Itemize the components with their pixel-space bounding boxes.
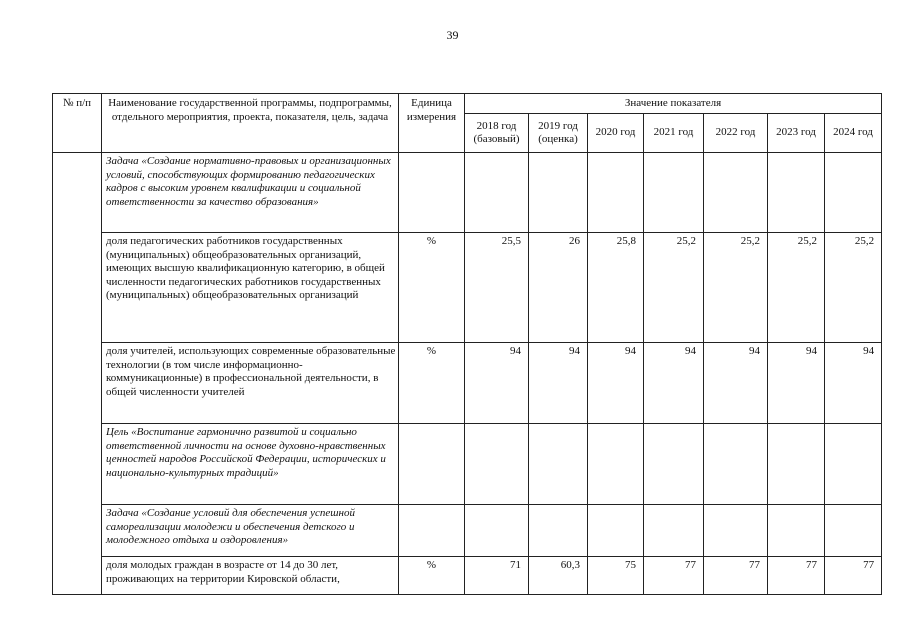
row-value xyxy=(825,153,882,233)
header-year: 2023 год xyxy=(768,114,825,153)
row-value xyxy=(644,505,704,557)
row-value xyxy=(768,153,825,233)
row-value: 71 xyxy=(465,557,529,595)
row-name: доля учителей, использующих современные образовательные технологии (в том числе информационно-коммуникационные) в профессиональной деятельности, в общей численности учителей xyxy=(102,343,399,424)
row-value: 94 xyxy=(644,343,704,424)
row-value: 94 xyxy=(529,343,588,424)
row-unit: % xyxy=(399,343,465,424)
row-value: 94 xyxy=(704,343,768,424)
table-row xyxy=(53,505,882,557)
row-value xyxy=(704,153,768,233)
row-value: 25,2 xyxy=(704,233,768,343)
row-value: 94 xyxy=(465,343,529,424)
row-value xyxy=(825,505,882,557)
row-value xyxy=(768,505,825,557)
row-number-cell xyxy=(53,153,102,595)
row-unit: % xyxy=(399,557,465,595)
row-value: 25,2 xyxy=(768,233,825,343)
header-num: № п/п xyxy=(53,94,102,153)
row-unit: % xyxy=(399,233,465,343)
header-year: 2021 год xyxy=(644,114,704,153)
row-name: Цель «Воспитание гармонично развитой и социально ответственной личности на основе духовно-нравственных ценностей народов Российской Федерации, исторических и национально-культурных традиций» xyxy=(102,424,399,505)
header-year: 2018 год (базовый) xyxy=(465,114,529,153)
table-row xyxy=(53,424,882,505)
header-value-group: Значение показателя xyxy=(465,94,882,114)
row-value xyxy=(644,424,704,505)
row-value: 75 xyxy=(588,557,644,595)
indicator-table xyxy=(52,93,882,595)
row-value xyxy=(588,505,644,557)
table-row xyxy=(53,343,882,424)
row-value xyxy=(465,424,529,505)
table-row xyxy=(53,153,882,233)
row-name: Задача «Создание нормативно-правовых и организационных условий, способствующих формированию педагогических кадров с высоким уровнем квалификации и социальной ответственности за качество образования» xyxy=(102,153,399,233)
row-name: доля педагогических работников государственных (муниципальных) общеобразовательных организаций, имеющих высшую квалификационную категорию, в общей численности педагогических работников государственных (муниципальных) общеобразовательных организаций xyxy=(102,233,399,343)
header-unit: Единица измерения xyxy=(399,94,465,153)
row-value xyxy=(588,424,644,505)
row-value: 25,5 xyxy=(465,233,529,343)
row-value: 77 xyxy=(768,557,825,595)
row-unit xyxy=(399,424,465,505)
row-name: доля молодых граждан в возрасте от 14 до 30 лет, проживающих на территории Кировской области, xyxy=(102,557,399,595)
header-year: 2020 год xyxy=(588,114,644,153)
row-value xyxy=(529,153,588,233)
row-value xyxy=(704,424,768,505)
header-year: 2024 год xyxy=(825,114,882,153)
row-value: 25,8 xyxy=(588,233,644,343)
table-row xyxy=(53,233,882,343)
row-value xyxy=(529,424,588,505)
row-value xyxy=(768,424,825,505)
header-year: 2022 год xyxy=(704,114,768,153)
row-value: 94 xyxy=(768,343,825,424)
row-value: 25,2 xyxy=(825,233,882,343)
header-year: 2019 год (оценка) xyxy=(529,114,588,153)
row-value xyxy=(465,505,529,557)
row-unit xyxy=(399,153,465,233)
row-name: Задача «Создание условий для обеспечения успешной самореализации молодежи и обеспечения детского и молодежного отдыха и оздоровления» xyxy=(102,505,399,557)
row-value: 94 xyxy=(588,343,644,424)
row-value: 77 xyxy=(644,557,704,595)
row-value xyxy=(825,424,882,505)
row-value xyxy=(465,153,529,233)
row-value: 77 xyxy=(825,557,882,595)
table-row xyxy=(53,557,882,595)
row-unit xyxy=(399,505,465,557)
header-name: Наименование государственной программы, подпрограммы, отдельного мероприятия, проекта, показателя, цель, задача xyxy=(102,94,399,153)
row-value: 26 xyxy=(529,233,588,343)
row-value: 94 xyxy=(825,343,882,424)
row-value xyxy=(529,505,588,557)
row-value: 25,2 xyxy=(644,233,704,343)
row-value xyxy=(644,153,704,233)
row-value: 60,3 xyxy=(529,557,588,595)
page-number: 39 xyxy=(446,28,459,42)
row-value xyxy=(704,505,768,557)
row-value: 77 xyxy=(704,557,768,595)
row-value xyxy=(588,153,644,233)
